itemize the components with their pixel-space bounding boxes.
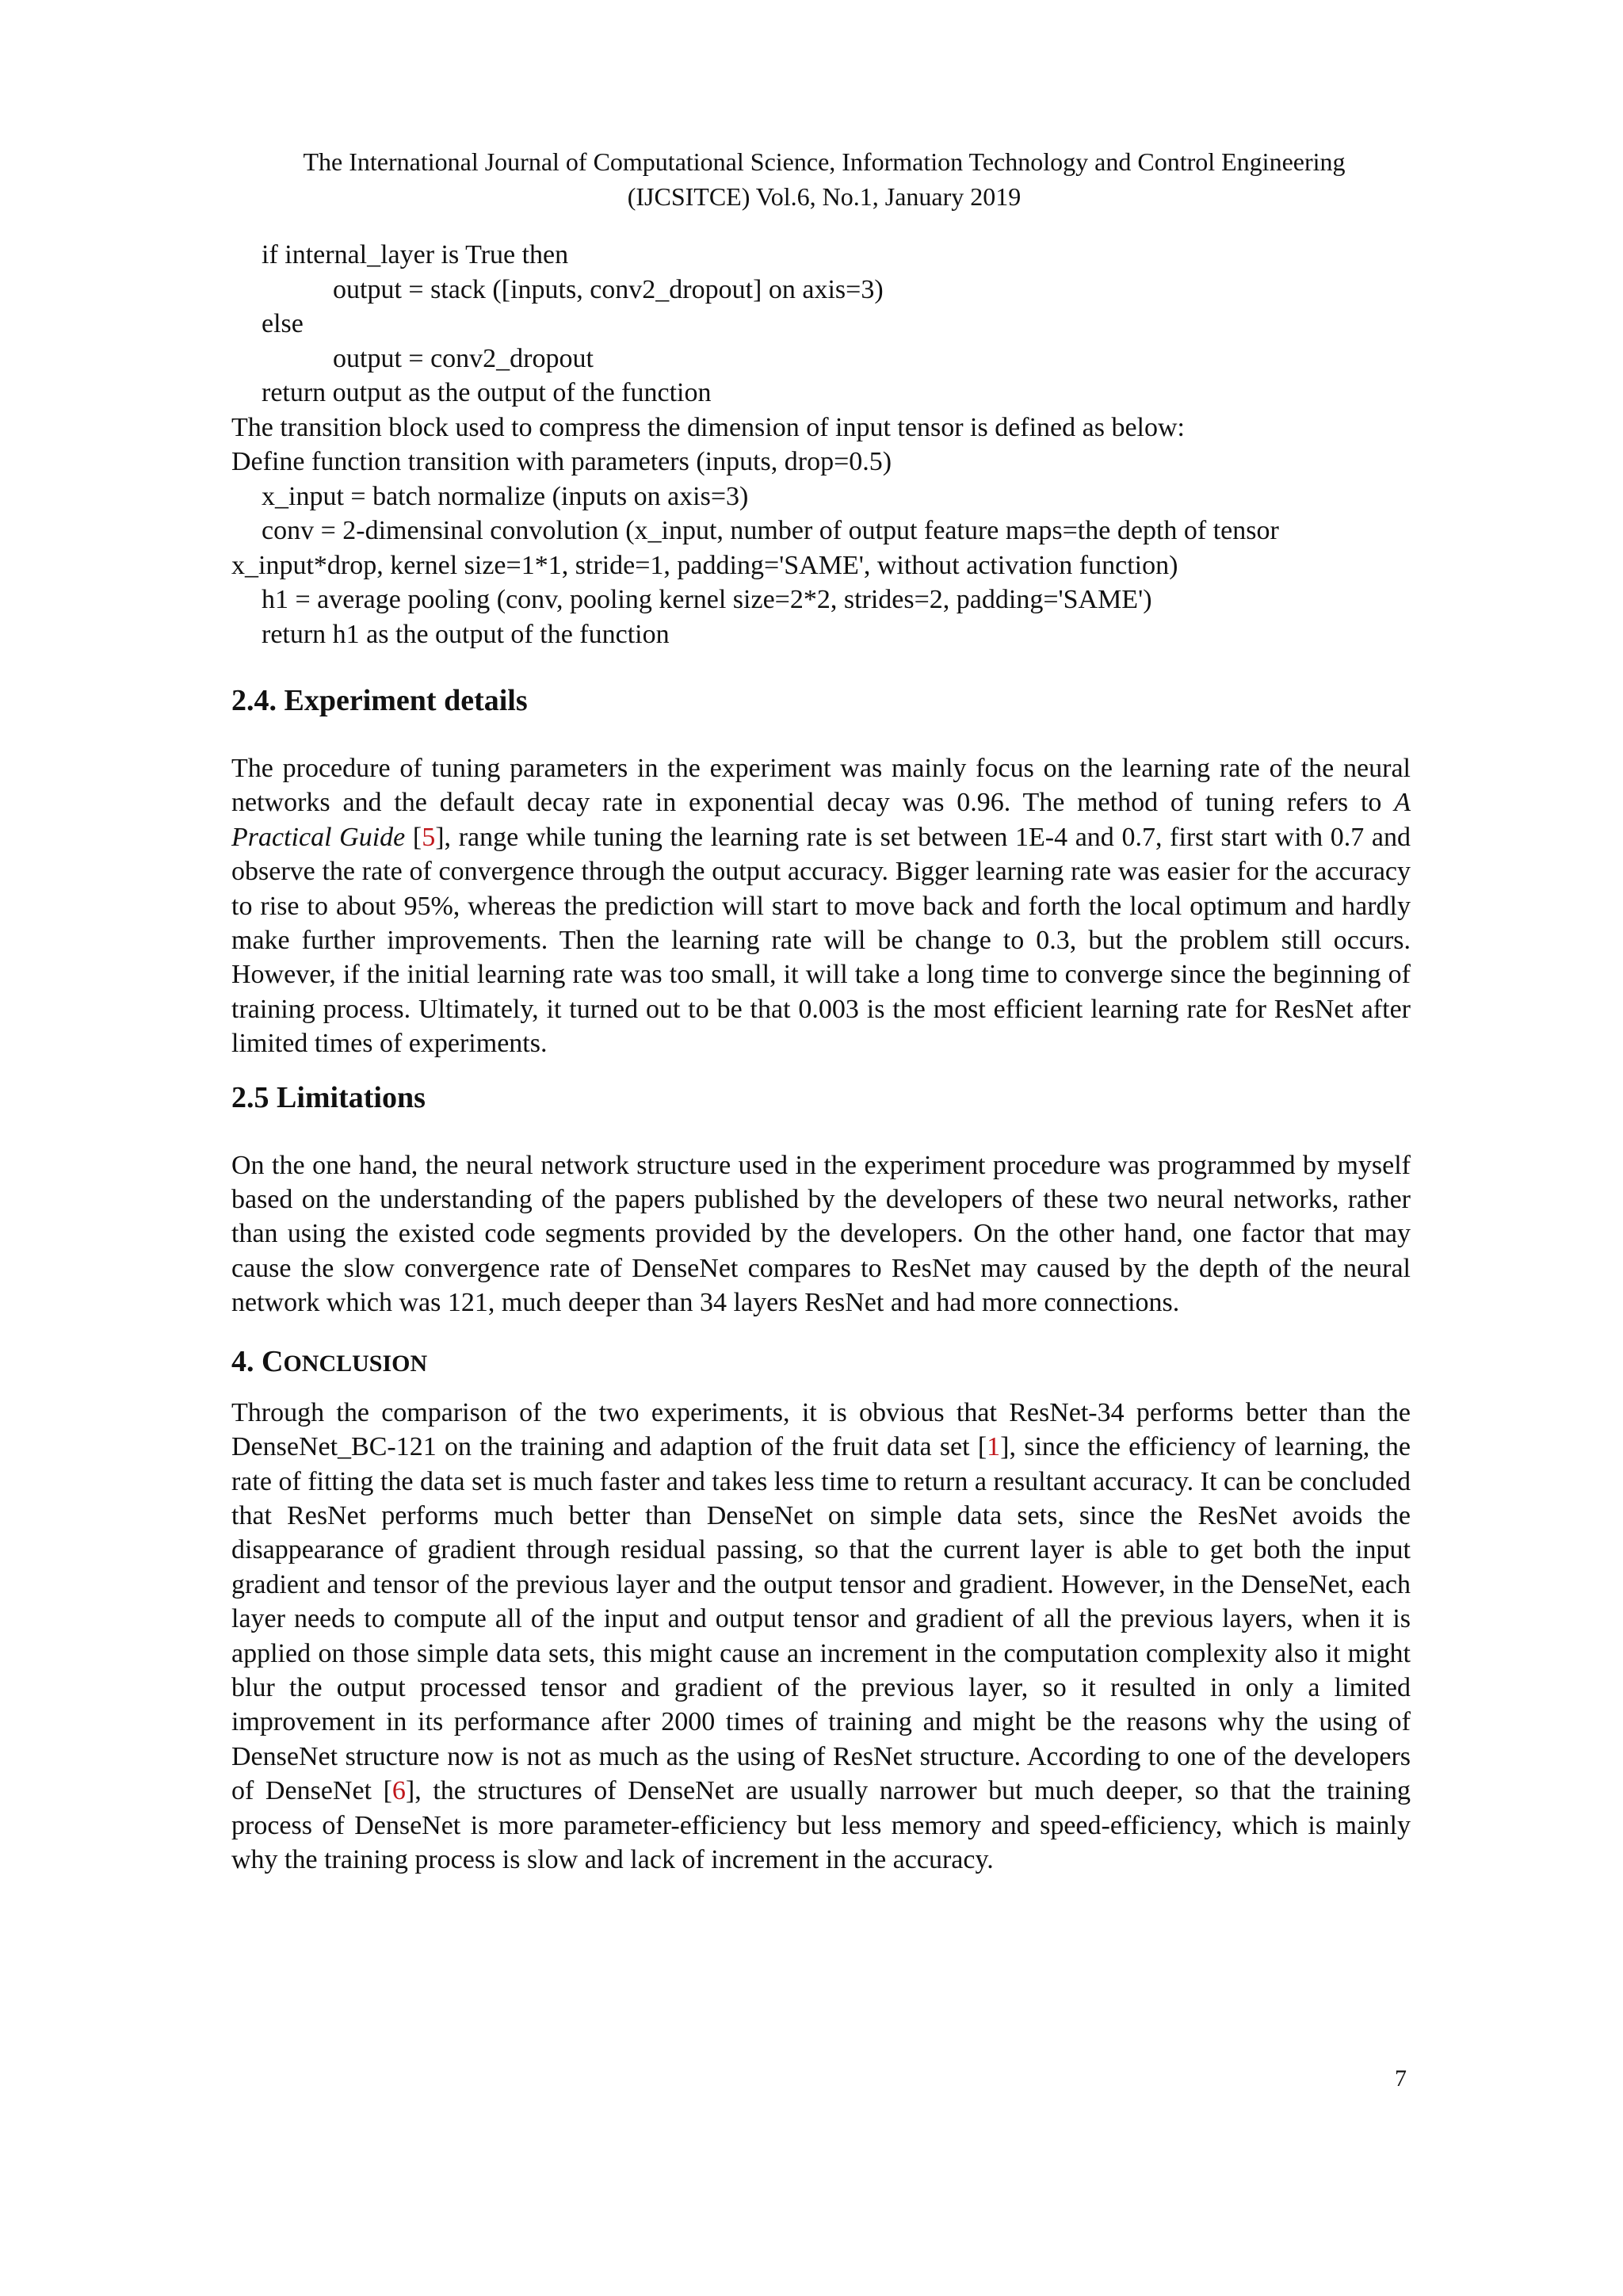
code-line: output = stack ([inputs, conv2_dropout] on axis=3) [333,274,884,304]
code-line: x_input = batch normalize (inputs on axis=3) [262,481,749,511]
pseudocode-block-transition [231,445,1411,651]
code-line: else [262,309,304,338]
heading-part: ONCLUSION [283,1350,428,1377]
code-line: return h1 as the output of the function [262,619,670,649]
paragraph-experiment-details [231,751,1411,1061]
text-run: ], the structures of DenseNet are usually narrower but much deeper, so that the training process of DenseNet is more parameter-efficiency but less memory and speed-efficiency, which is mainly why the training process is slow and lack of increment in the accuracy. [231,1776,1411,1874]
text-run: The procedure of tuning parameters in the experiment was mainly focus on the learning rate of the neural networks and the default decay rate in exponential decay was 0.96. The method of tuning refers to [231,754,1411,818]
code-line: if internal_layer is True then [262,240,569,269]
code-line: output = conv2_dropout [333,343,594,373]
italic-title: A Practical Guide [231,788,1411,852]
text-run: ], range while tuning the learning rate is set between 1E-4 and 0.7, first start with 0.7 and observe the rate of convergence through the output accuracy. Bigger learning rate was easier for the accuracy to rise to about 95%, whereas the prediction will start to move back and forth the local optimum and hardly make further improvements. Then the learning rate will be change to 0.3, but the problem still occurs. However, if the initial learning rate was too small, it will take a long time to converge since the beginning of training process. Ultimately, it turned out to be that 0.003 is the most efficient learning rate for ResNet after limited times of experiments. [231,822,1411,1059]
code-line: return output as the output of the function [262,378,712,407]
section-heading-2-4: 2.4. Experiment details [231,684,528,717]
citation-link[interactable]: 6 [391,1776,406,1806]
code-line: Define function transition with parameters (inputs, drop=0.5) [231,447,892,476]
code-line: x_input*drop, kernel size=1*1, stride=1, padding='SAME', without activation function) [231,550,1178,580]
text-run: [ [405,822,422,852]
journal-header-line-2: (IJCSITCE) Vol.6, No.1, January 2019 [627,182,1022,211]
citation-link[interactable]: 5 [422,822,436,852]
paragraph-conclusion [231,1396,1411,1878]
journal-header [158,144,1490,214]
section-heading-2-5: 2.5 Limitations [231,1080,426,1114]
code-line: conv = 2-dimensinal convolution (x_input, number of output feature maps=the depth of tensor [262,516,1279,545]
page-content [231,238,1411,1877]
page-number: 7 [1395,2065,1407,2092]
pseudocode-block-dense [231,238,1411,411]
journal-header-line-1: The International Journal of Computational Science, Information Technology and Control Engineering [303,147,1346,176]
text-run: Through the comparison of the two experiments, it is obvious that ResNet-34 performs better than the DenseNet_BC-121 on the training and adaption of the fruit data set [ [231,1397,1411,1462]
text-run: ], since the efficiency of learning, the rate of fitting the data set is much faster and takes less time to return a resultant accuracy. It can be concluded that ResNet performs much better than DenseNet on simple data sets, since the ResNet avoids the disappearance of gradient through residual passing, so that the current layer is able to get both the input gradient and tensor of the previous layer and the output tensor and gradient. However, in the DenseNet, each layer needs to compute all of the input and output tensor and gradient of all the previous layers, when it is applied on those simple data sets, this might cause an increment in the computation complexity also it might blur the output processed tensor and gradient of the previous layer, so it resulted in only a limited improvement in its performance after 2000 times of training and might be the reasons why the using of DenseNet structure now is not as much as the using of ResNet structure. According to one of the developers of DenseNet [ [231,1432,1411,1806]
citation-link[interactable]: 1 [987,1432,1001,1462]
paragraph-limitations: On the one hand, the neural network structure used in the experiment procedure was programmed by myself based on the understanding of the papers published by the developers of these two neural networks, rather than using the existed code segments provided by the developers. On the other hand, one factor that may cause the slow convergence rate of DenseNet compares to ResNet may caused by the depth of the neural network which was 121, much deeper than 34 layers ResNet and had more connections. [231,1150,1411,1318]
transition-intro: The transition block used to compress the dimension of input tensor is defined as below: [231,412,1185,442]
heading-part: 4. C [231,1344,284,1378]
section-heading-4 [231,1343,1411,1383]
code-line: h1 = average pooling (conv, pooling kernel size=2*2, strides=2, padding='SAME') [262,585,1152,614]
